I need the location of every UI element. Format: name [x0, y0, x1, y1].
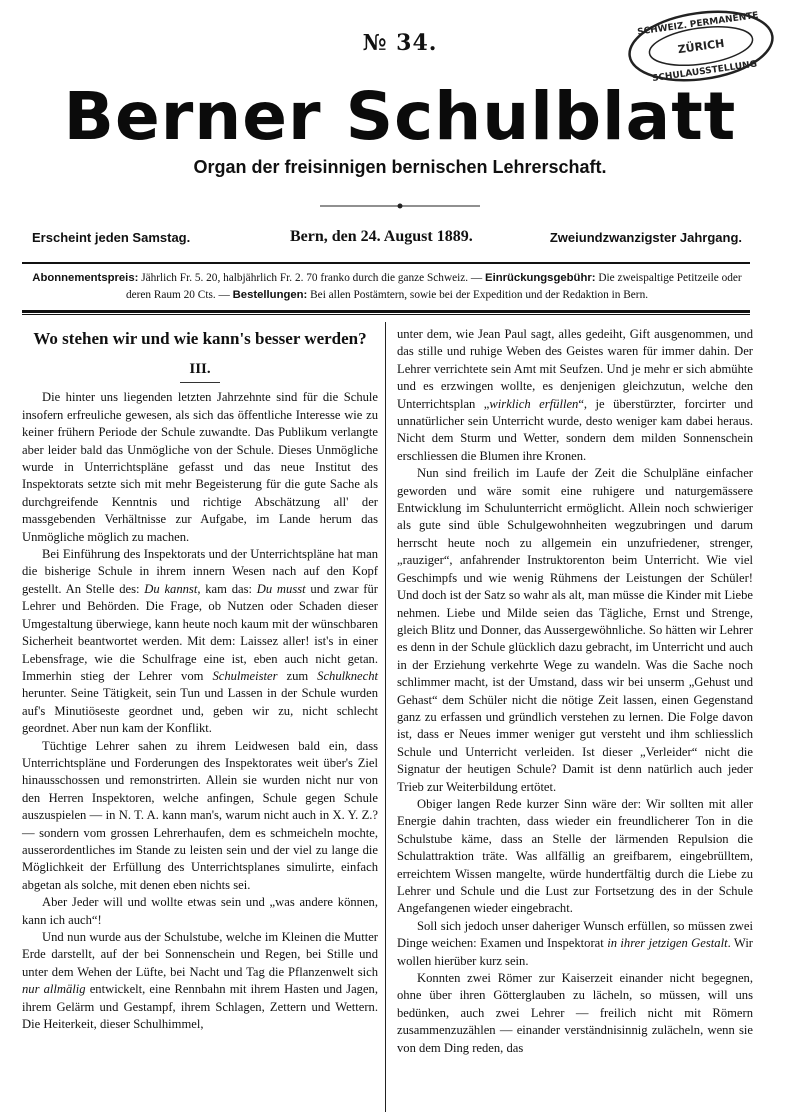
paragraph: Aber Jeder will und wollte etwas sein und „was andere können, kann ich auch“! [22, 895, 378, 927]
paragraph: Soll sich jedoch unser daheriger Wunsch erfüllen, so müssen zwei Dinge weichen: Examen und Inspektorat in ihrer jetzigen Gestalt. Wir wollen hierüber kurz sein. [397, 918, 754, 968]
rule-bottom-thin [22, 314, 750, 315]
right-column [397, 326, 753, 1057]
subscription-price-text: Jährlich Fr. 5. 20, halbjährlich Fr. 2. 70 franko durch die ganze Schweiz. — [138, 272, 486, 284]
paragraph: Konnten zwei Römer zur Kaiserzeit einander nicht begegnen, ohne über ihren Götterglauben zu lächeln, so müssen, will uns bedünken, auch zwei Lehrer — freilich nicht mit Römern zusammenzuzählen — einander verständnisinnig zulächeln, wenn sie von dem Ding reden, das [397, 971, 753, 1055]
issue-date: Bern, den 24. August 1889. [290, 228, 473, 245]
stamp-text-bottom: SCHULAUSSTELLUNG [651, 59, 758, 85]
orders-label: Bestellungen: [232, 289, 308, 301]
column-divider [385, 322, 386, 1112]
appears-info: Erscheint jeden Samstag. [32, 230, 191, 245]
insertion-fee-label: Einrückungsgebühr: [485, 272, 596, 284]
left-column [22, 322, 378, 1033]
rule-top [22, 262, 750, 264]
paragraph: Bei Einführung des Inspektorats und der Unterrichtspläne hat man die bisherige Schule in ihrem innern Wesen nach auf den Kopf gestellt. An Stelle des: Du kannst, kam das: Du musst und zwar für Lehrer und Behörden. Die Frage, ob Nutzen oder Schaden dieser Umgestaltung überwiege, kann heute noch kaum mit der wünschbaren Sicherheit beantwortet werden. Mit dem: Laissez aller! ist's in einer Lebensfrage, wie die Schulfrage eine ist, eben auch nicht getan. Immerhin stieg der Lehrer vom Schulmeister zum Schulknecht herunter. Seine Tätigkeit, sein Tun und Lassen in der Schule wurden auf's Minutiöseste geordnet und, geben wir zu, nicht schlecht geordnet. Aber nun kam der Konflikt. [22, 547, 379, 736]
subscription-price-label: Abonnementspreis: [32, 272, 139, 284]
section-number: III. [189, 361, 211, 377]
volume-info: Zweiundzwanzigster Jahrgang. [549, 230, 742, 245]
stamp-text-center: ZÜRICH [677, 36, 726, 57]
paragraph: Obiger langen Rede kurzer Sinn wäre der: Wir sollten mit aller Energie dahin trachten, dass wieder ein freundlicherer Ton in die Schulstube käme, dass an Stelle der lärmenden Repulsion die Schulattraktion träte. Was allfällig an greifbarem, eingebrülltem, erreichtem Wissen mangelte, würde hundertfältig durch die Liebe zu Lehrer und Schule und die Lust zur Fortsetzung des in der Schule Angefangenen wieder eingebracht. [397, 796, 753, 916]
newspaper-masthead: Berner Schulblatt [63, 78, 737, 155]
ornament-divider [320, 200, 480, 212]
orders-text: Bei allen Postämtern, sowie bei der Expedition und der Redaktion in Bern. [307, 289, 649, 301]
paragraph: Tüchtige Lehrer sahen zu ihrem Leidwesen bald ein, dass Unterrichtspläne und Forderungen des Inspektorates weit über's Ziel hinausschossen und remonstrirten. Allein sie wurden nicht nur von den Herren Inspektoren, welche anfingen, Schule gegen Schule auszuspielen — in N. T. A. kann man's, warum nicht auch in X. Y. Z.? — sondern vom grossen Lehrerhaufen, dem es schmeicheln mochte, ausserordentliches im Stande zu leisten sein und der viel zu lange die Möglichkeit der Erfüllung des Unterrichtsplanes simulirte, einfach abgetan als solche, mit denen eben nichts sei. [22, 738, 378, 892]
section-rule [180, 382, 220, 383]
paragraph: Nun sind freilich im Laufe der Zeit die Schulpläne einfacher geworden und wäre somit eine ruhigere und naturgemässere Entwicklung im Schulunterricht ermöglicht. Allein noch schwieriger als gute sind üble Schulgewohnheiten wegzubringen und darum herrscht heute noch zu allgemein ein unzufriedener, strenger, „rauziger“, anfahrender Instruktorenton beim Unterricht. Wie viel Geschimpfs und wie wenig Rühmens der Leistungen der Schüler! Und doch ist der Satz so wahr als alt, man müsse die Kinder mit Liebe nehmen. Liebe und Milde seien das Tägliche, Ernst und Strenge, gleich Blitz und Donner, das Aussergewöhnliche. So hätten wir Lehrer es denn in der Schule glücklich dazu gebracht, im Unterricht und auch in der Erziehung verkehrte Wege zu wandeln. Was die Sache noch schlimmer macht, ist der Umstand, dass wir bei unserm „Gehust und Gehast“ dem Schüler nicht die nötige Zeit lassen, einen Gegenstand ganz zu erfassen und gründlich verstehen zu lernen. Die Folge davon ist, dass er Neues immer weniger gut versteht und ihm schliesslich Schule und Unterricht verleiden. Ist dieser „Verleider“ nicht die Signatur der heutigen Schule? Damit ist denn natürlich auch jeder Trieb zur Weiterbildung ertötet. [397, 466, 753, 794]
newspaper-subtitle: Organ der freisinnigen bernischen Lehrerschaft. [193, 157, 607, 177]
insertion-fee-text: Die zweispaltige Petitzeile oder deren Raum 20 Cts. — [125, 272, 742, 301]
paragraph: Die hinter uns liegenden letzten Jahrzehnte sind für die Schule insofern erfreuliche gewesen, als sich das öffentliche Interesse wie zu keiner frühern Periode der Schule zuwandte. Das Publikum verlangte aber leider bald das Unmögliche von der Schule. Dieses Unmögliche wurde in Unterrichtspläne gefasst und das neue Institut des Inspektorats setzte sich mit mehr Begeisterung für die gute Sache als durchgreifende Kenntnis und richtige Abschätzung all' der massgebenden Verhältnisse zur Aufgabe, im Lande herum das Unmögliche möglich zu machen. [22, 390, 378, 544]
subscription-info [24, 270, 750, 304]
stamp-text-top: SCHWEIZ. PERMANENTE [636, 10, 760, 38]
paragraph: Und nun wurde aus der Schulstube, welche im Kleinen die Mutter Erde darstellt, auf der bei Sonnenschein und Regen, bei Stille und unter dem Wehen der Lüfte, bei Nacht und Tag die Pflanzenwelt sich nur allmälig entwickelt, eine Rennbahn mit ihrem Hasten und Jagen, ihrem Gelärm und Gestampf, ihrem Schlagen, Zettern und Wettern. Die Heiterkeit, dieser Schulhimmel, [22, 930, 378, 1032]
rule-bottom [22, 310, 750, 313]
paragraph: unter dem, wie Jean Paul sagt, alles gedeiht, Gift ausgenommen, und das stille und ruhige Weben des Geistes waren für immer dahin. Der Lehrer verrichtete sein Amt mit Seufzen. Und je mehr er sich abmühte und es erzwingen wollte, es denjenigen gleichzutun, welche den Unterrichtsplan „wirklich erfüllen“, je überstürzter, forcirter und unnatürlicher sein Unterricht wurde, desto weniger kam dabei heraus. Nicht dem Sturm und Wetter, sondern dem milden Sonnenschein erschliessen die Blumen ihre Kronen. [397, 327, 753, 463]
issue-number: № 34. [362, 30, 438, 56]
article-title: Wo stehen wir und wie kann's besser werden? [33, 329, 367, 348]
issue-info-row [32, 230, 742, 250]
